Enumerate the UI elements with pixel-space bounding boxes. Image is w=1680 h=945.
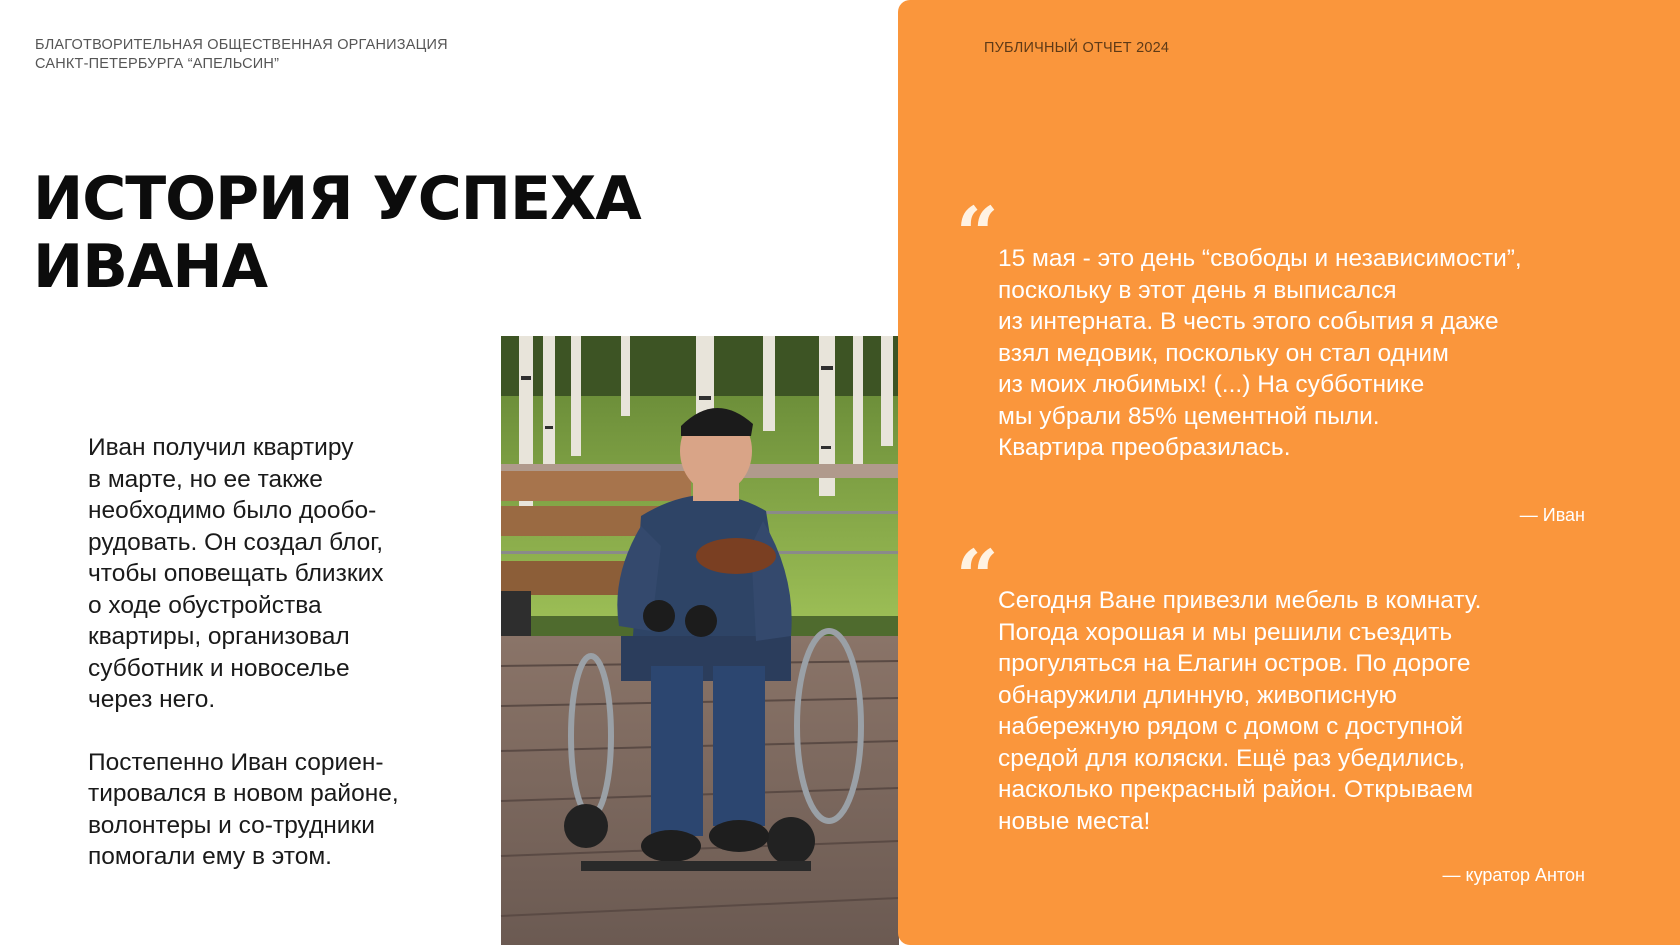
story-paragraph-1: Иван получил квартиру в марте, но ее также необходимо было дообо- рудовать. Он создал блог, чтобы оповещать близких о ходе обустройства квартиры, организовал субботник и новоселье через него. bbox=[88, 434, 384, 713]
story-text bbox=[88, 432, 468, 873]
quote-ivan-text: 15 мая - это день “свободы и независимости”, поскольку в этот день я выписался из интерната. В честь этого события я даже взял медовик, поскольку он стал одним из моих любимых! (...) На субботнике мы убрали 85% цементной пыли. Квартира преобразилась. bbox=[998, 245, 1522, 461]
page-title-line1: ИСТОРИЯ УСПЕХА bbox=[33, 164, 641, 234]
organization-name bbox=[35, 36, 448, 74]
quotes-panel bbox=[898, 0, 1680, 945]
photo-ivan-in-wheelchair bbox=[501, 336, 899, 945]
quote-open-icon: “ bbox=[956, 535, 999, 621]
page-title bbox=[33, 165, 641, 301]
quote-curator-author: — куратор Антон bbox=[1442, 865, 1585, 885]
organization-name-line1: БЛАГОТВОРИТЕЛЬНАЯ ОБЩЕСТВЕННАЯ ОРГАНИЗАЦИЯ bbox=[35, 37, 448, 53]
organization-name-line2: САНКТ-ПЕТЕРБУРГА “АПЕЛЬСИН” bbox=[35, 56, 280, 72]
quote-open-icon: “ bbox=[956, 192, 999, 278]
quote-curator-text: Сегодня Ване привезли мебель в комнату. Погода хорошая и мы решили съездить прогуляться на Елагин остров. По дороге обнаружили длинную, живописную набережную рядом с домом с доступной средой для коляски. Ещё раз убедились, насколько прекрасный район. Открываем новые места! bbox=[998, 587, 1482, 835]
page-title-line2: ИВАНА bbox=[33, 232, 268, 302]
quote-ivan-author: — Иван bbox=[1519, 505, 1585, 525]
report-label: ПУБЛИЧНЫЙ ОТЧЕТ 2024 bbox=[984, 40, 1170, 56]
story-paragraph-2: Постепенно Иван сориен- тировался в новом районе, волонтеры и со-трудники помогали ему в этом. bbox=[88, 748, 399, 870]
